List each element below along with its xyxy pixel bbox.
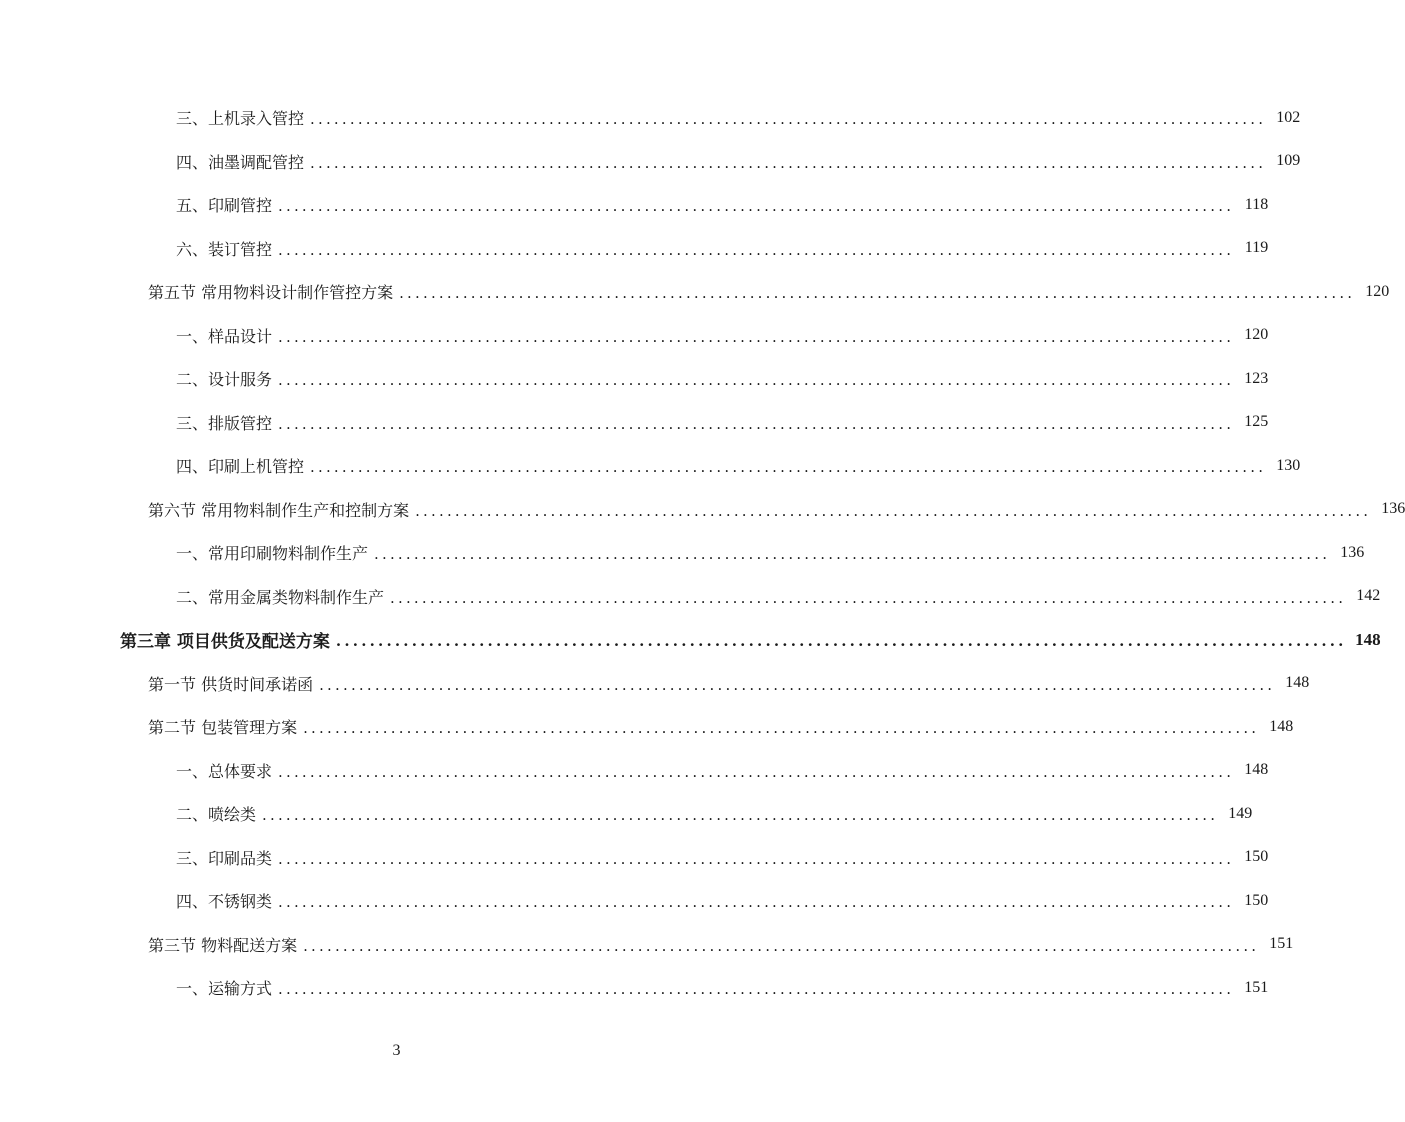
toc-entry-page: 151 (1244, 978, 1269, 996)
toc-entry-title: 第六节 常用物料制作生产和控制方案 (148, 500, 410, 520)
toc-section-entry[interactable] (0, 662, 1310, 706)
toc-entry-page: 120 (1244, 326, 1269, 344)
toc-dot-leader: ........................................................................................................................ (278, 240, 1235, 259)
toc-entry-title: 一、运输方式 (176, 979, 273, 999)
toc-entry-page: 148 (1285, 674, 1310, 692)
toc-dot-leader: ........................................................................................................................ (399, 284, 1356, 303)
toc-entry-page: 150 (1244, 891, 1269, 909)
toc-section-entry[interactable] (0, 488, 1405, 532)
toc-entry-title: 第一节 供货时间承诺函 (148, 674, 314, 694)
toc-entry[interactable] (0, 314, 1269, 358)
toc-section-entry[interactable] (0, 270, 1390, 314)
toc-dot-leader: ........................................................................................................................ (310, 110, 1267, 129)
toc-entry-title: 第二节 包装管理方案 (148, 718, 298, 738)
toc-dot-leader: ........................................................................................................................ (390, 588, 1347, 607)
toc-entry-page: 136 (1381, 500, 1405, 518)
toc-entry[interactable] (0, 357, 1269, 401)
toc-dot-leader: ........................................................................................................................ (278, 762, 1235, 781)
toc-dot-leader: ........................................................................................................................ (278, 327, 1235, 346)
toc-dot-leader: ........................................................................................................................ (278, 371, 1235, 390)
toc-entry-page: 150 (1244, 848, 1269, 866)
toc-entry[interactable] (0, 966, 1269, 1010)
toc-entry-title: 一、样品设计 (176, 326, 273, 346)
toc-entry-title: 三、排版管控 (176, 413, 273, 433)
toc-entry-title: 三、上机录入管控 (176, 109, 305, 129)
toc-entry[interactable] (0, 227, 1269, 271)
toc-dot-leader: ........................................................................................................................ (278, 980, 1235, 999)
toc-entry-page: 109 (1276, 152, 1301, 170)
toc-entry-title: 三、印刷品类 (176, 848, 273, 868)
toc-entry-title: 五、印刷管控 (176, 196, 273, 216)
toc-entry-title: 二、设计服务 (176, 370, 273, 390)
toc-dot-leader: ........................................................................................................................ (262, 806, 1219, 825)
toc-dot-leader: ........................................................................................................................ (374, 545, 1331, 564)
toc-entry[interactable] (0, 836, 1269, 880)
toc-entry[interactable] (0, 749, 1269, 793)
toc-entry-page: 148 (1355, 629, 1381, 649)
toc-dot-leader: ........................................................................................................................ (303, 936, 1260, 955)
toc-entry[interactable] (0, 401, 1269, 445)
toc-entry-page: 118 (1244, 195, 1269, 213)
toc-entry[interactable] (0, 444, 1301, 488)
toc-entry[interactable] (0, 531, 1365, 575)
toc-entry-page: 148 (1244, 761, 1269, 779)
toc-entry[interactable] (0, 183, 1269, 227)
toc-dot-leader: ........................................................................................................................ (278, 414, 1235, 433)
toc-dot-leader: ........................................................................................................................ (319, 675, 1276, 694)
toc-dot-leader: ........................................................................................................................ (278, 893, 1235, 912)
toc-entry-title: 一、总体要求 (176, 761, 273, 781)
toc-entry-title: 二、喷绘类 (176, 805, 257, 825)
toc-entry-page: 142 (1356, 587, 1381, 605)
toc-entry[interactable] (0, 96, 1301, 140)
toc-dot-leader: ........................................................................................................................ (278, 197, 1235, 216)
toc-entry-page: 130 (1276, 456, 1301, 474)
toc-dot-leader: ........................................................................................................................ (303, 719, 1260, 738)
toc-dot-leader: ........................................................................................................................ (310, 458, 1267, 477)
table-of-contents (0, 96, 1405, 1010)
toc-entry-title: 四、油墨调配管控 (176, 152, 305, 172)
toc-entry-page: 120 (1365, 282, 1390, 300)
toc-entry-page: 149 (1228, 804, 1253, 822)
toc-entry-title: 二、常用金属类物料制作生产 (176, 587, 385, 607)
toc-dot-leader: ........................................................................................................................ (335, 632, 1347, 651)
toc-section-entry[interactable] (0, 923, 1294, 967)
toc-entry[interactable] (0, 575, 1381, 619)
toc-entry-title: 第三章 项目供货及配送方案 (120, 632, 330, 653)
toc-entry[interactable] (0, 140, 1301, 184)
toc-dot-leader: ........................................................................................................................ (415, 501, 1372, 520)
toc-entry-title: 第五节 常用物料设计制作管控方案 (148, 283, 394, 303)
page-number: 3 (392, 1042, 401, 1059)
toc-entry-page: 119 (1244, 239, 1269, 257)
toc-entry-page: 148 (1269, 717, 1294, 735)
toc-entry-page: 123 (1244, 369, 1269, 387)
toc-section-entry[interactable] (0, 705, 1294, 749)
toc-entry-page: 151 (1269, 935, 1294, 953)
toc-chapter-entry[interactable] (0, 618, 1381, 662)
toc-entry-title: 第三节 物料配送方案 (148, 935, 298, 955)
toc-entry-page: 125 (1244, 413, 1269, 431)
toc-dot-leader: ........................................................................................................................ (310, 153, 1267, 172)
toc-entry-page: 102 (1276, 108, 1301, 126)
toc-dot-leader: ........................................................................................................................ (278, 849, 1235, 868)
toc-entry-title: 四、印刷上机管控 (176, 457, 305, 477)
toc-entry-title: 一、常用印刷物料制作生产 (176, 544, 369, 564)
toc-entry-title: 四、不锈钢类 (176, 892, 273, 912)
toc-entry-title: 六、装订管控 (176, 239, 273, 259)
toc-entry[interactable] (0, 879, 1269, 923)
toc-entry[interactable] (0, 792, 1253, 836)
toc-entry-page: 136 (1340, 543, 1365, 561)
